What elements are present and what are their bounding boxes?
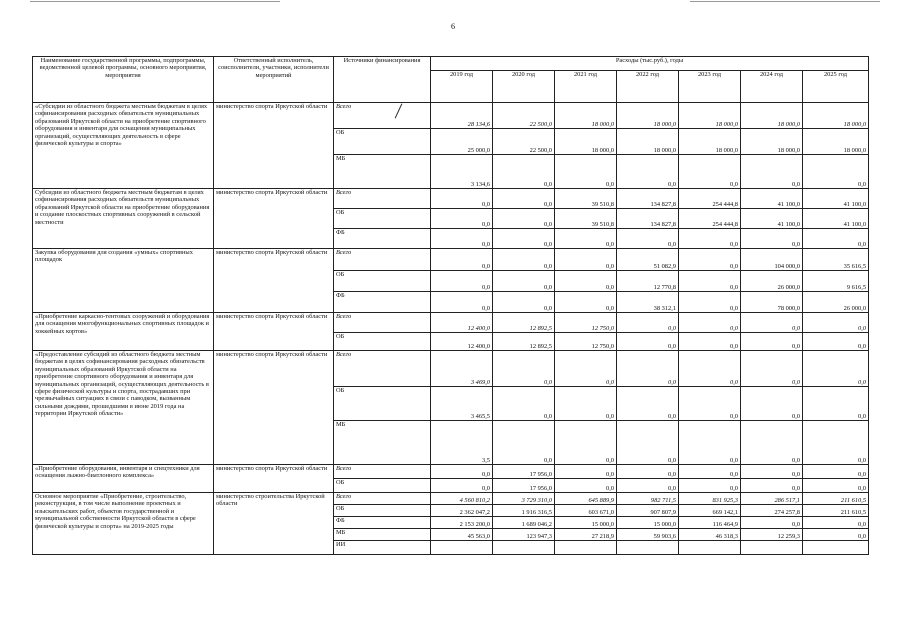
expense-value: 134 827,8 <box>617 209 679 229</box>
expense-value: 0,0 <box>803 387 869 421</box>
table-body <box>33 103 869 555</box>
expense-value: 39 510,8 <box>555 189 617 209</box>
expense-value: 0,0 <box>617 479 679 493</box>
expense-value: 12 892,5 <box>493 333 555 351</box>
funding-source: МБ <box>334 155 431 189</box>
expense-value: 254 444,8 <box>679 189 741 209</box>
expense-value: 907 807,9 <box>617 505 679 517</box>
expense-value: 0,0 <box>555 292 617 313</box>
expense-value: 0,0 <box>803 421 869 465</box>
expense-value: 0,0 <box>741 387 803 421</box>
measure-name: «Приобретение каркасно-тентовых сооружений и оборудования для оснащения многофункциональных спортивных площадок и хоккейных кортов» <box>33 313 214 351</box>
expense-value: 0,0 <box>741 351 803 387</box>
expense-value: 0,0 <box>493 209 555 229</box>
expense-value: 0,0 <box>493 387 555 421</box>
expense-value: 0,0 <box>431 209 493 229</box>
expense-value: 0,0 <box>431 271 493 292</box>
expense-value: 982 711,5 <box>617 493 679 505</box>
header-year: 2023 год <box>679 71 741 103</box>
expense-value <box>679 541 741 555</box>
expense-value: 0,0 <box>679 155 741 189</box>
expense-value: 4 560 810,2 <box>431 493 493 505</box>
funding-source: Всего <box>334 465 431 479</box>
expense-value: 0,0 <box>493 155 555 189</box>
expense-value: 18 000,0 <box>803 129 869 155</box>
expense-value: 0,0 <box>431 465 493 479</box>
expense-value: 0,0 <box>555 229 617 249</box>
expense-value: 0,0 <box>741 333 803 351</box>
expense-value: 38 312,1 <box>617 292 679 313</box>
funding-source: ФБ <box>334 292 431 313</box>
expense-value: 0,0 <box>617 421 679 465</box>
expense-value: 274 257,8 <box>741 505 803 517</box>
expense-value: 0,0 <box>555 351 617 387</box>
expense-value: 17 956,0 <box>493 479 555 493</box>
expense-value: 35 616,5 <box>803 249 869 271</box>
expense-value: 0,0 <box>741 479 803 493</box>
header-expenses: Расходы (тыс.руб.), годы <box>431 57 869 71</box>
responsible-executor: министерство спорта Иркутской области <box>214 249 334 313</box>
funding-source: Всего <box>334 249 431 271</box>
expense-value: 0,0 <box>555 465 617 479</box>
expense-value: 41 100,0 <box>803 209 869 229</box>
expense-value: 3 469,0 <box>431 351 493 387</box>
expense-value: 0,0 <box>803 529 869 541</box>
measure-name: Закупка оборудования для создания «умных» спортивных площадок <box>33 249 214 313</box>
expense-value: 22 500,0 <box>493 103 555 129</box>
expense-value <box>493 541 555 555</box>
funding-source: ОБ <box>334 505 431 517</box>
expense-value: 0,0 <box>803 479 869 493</box>
expense-value: 0,0 <box>803 313 869 333</box>
expense-value: 0,0 <box>617 333 679 351</box>
expense-value: 0,0 <box>741 229 803 249</box>
expense-value: 0,0 <box>679 292 741 313</box>
expense-value: 0,0 <box>555 271 617 292</box>
expense-value: 15 000,0 <box>555 517 617 529</box>
header-sources: Источники финансирования <box>334 57 431 103</box>
expense-value: 26 000,0 <box>741 271 803 292</box>
expense-value: 0,0 <box>431 229 493 249</box>
expense-value: 831 925,3 <box>679 493 741 505</box>
expense-value: 12 259,3 <box>741 529 803 541</box>
expense-value: 25 000,0 <box>431 129 493 155</box>
responsible-executor: министерство спорта Иркутской области <box>214 189 334 249</box>
expense-value: 211 610,5 <box>803 493 869 505</box>
page-number: 6 <box>451 22 455 31</box>
expense-value <box>803 541 869 555</box>
expense-value: 0,0 <box>493 351 555 387</box>
expense-value: 0,0 <box>741 465 803 479</box>
expense-value: 12 400,0 <box>431 313 493 333</box>
expense-value: 254 444,8 <box>679 209 741 229</box>
expense-value: 27 218,9 <box>555 529 617 541</box>
expense-value: 78 000,0 <box>741 292 803 313</box>
funding-source: ОБ <box>334 129 431 155</box>
table-row <box>33 351 869 387</box>
header-year: 2025 год <box>803 71 869 103</box>
expense-value: 0,0 <box>555 249 617 271</box>
expense-value: 59 903,6 <box>617 529 679 541</box>
expense-value: 18 000,0 <box>679 103 741 129</box>
expense-value: 2 362 047,2 <box>431 505 493 517</box>
measure-name: «Субсидии из областного бюджета местным бюджетам в целях софинансирования расходных обязательств муниципальных образований Иркутской области на приобретение спортивного оборудования и инвентаря для оснащения муниципальных организаций, осуществляющих деятельность в сфере физической культуры и спорта» <box>33 103 214 189</box>
header-year: 2020 год <box>493 71 555 103</box>
responsible-executor: министерство спорта Иркутской области <box>214 465 334 493</box>
expense-value: 0,0 <box>741 421 803 465</box>
responsible-executor: министерство спорта Иркутской области <box>214 351 334 465</box>
expense-value: 18 000,0 <box>555 129 617 155</box>
table-row <box>33 465 869 479</box>
funding-source: Всего <box>334 189 431 209</box>
measure-name: «Приобретение оборудования, инвентаря и спецтехники для оснащения лыжно-биатлонного комплекса» <box>33 465 214 493</box>
expense-value: 0,0 <box>555 387 617 421</box>
expense-value: 15 000,0 <box>617 517 679 529</box>
funding-source: ОБ <box>334 209 431 229</box>
expense-value: 41 100,0 <box>741 209 803 229</box>
expense-value: 116 464,9 <box>679 517 741 529</box>
expense-value: 0,0 <box>617 351 679 387</box>
expense-value: 0,0 <box>617 313 679 333</box>
measure-name: Субсидии из областного бюджета местным бюджетам в целях софинансирования расходных обязательств муниципальных образований Иркутской области на приобретение оборудования и создание плоскостных спортивных сооружений в сельской местности <box>33 189 214 249</box>
expense-value: 0,0 <box>555 421 617 465</box>
expense-value: 0,0 <box>803 465 869 479</box>
funding-source: Всего <box>334 103 431 129</box>
expense-value: 3,5 <box>431 421 493 465</box>
budget-table <box>32 56 869 555</box>
funding-source: ОБ <box>334 333 431 351</box>
header-year: 2024 год <box>741 71 803 103</box>
expense-value: 603 671,0 <box>555 505 617 517</box>
expense-value: 0,0 <box>493 271 555 292</box>
expense-value: 211 610,5 <box>803 505 869 517</box>
expense-value: 0,0 <box>431 479 493 493</box>
funding-source: ОБ <box>334 271 431 292</box>
expense-value: 18 000,0 <box>803 103 869 129</box>
expense-value: 669 142,1 <box>679 505 741 517</box>
expense-value: 0,0 <box>679 421 741 465</box>
expense-value: 1 916 316,5 <box>493 505 555 517</box>
expense-value: 18 000,0 <box>617 103 679 129</box>
expense-value: 2 153 200,0 <box>431 517 493 529</box>
expense-value: 9 616,5 <box>803 271 869 292</box>
expense-value: 0,0 <box>679 313 741 333</box>
expense-value: 18 000,0 <box>741 129 803 155</box>
expense-value: 39 510,8 <box>555 209 617 229</box>
table-row <box>33 189 869 209</box>
expense-value: 0,0 <box>679 387 741 421</box>
expense-value: 0,0 <box>431 292 493 313</box>
expense-value: 12 892,5 <box>493 313 555 333</box>
expense-value: 0,0 <box>555 479 617 493</box>
expense-value: 0,0 <box>617 387 679 421</box>
expense-value <box>741 541 803 555</box>
table-row <box>33 103 869 129</box>
expense-value: 18 000,0 <box>555 103 617 129</box>
expense-value: 286 517,1 <box>741 493 803 505</box>
expense-value: 0,0 <box>617 465 679 479</box>
expense-value: 0,0 <box>741 517 803 529</box>
expense-value <box>617 541 679 555</box>
expense-value: 123 947,3 <box>493 529 555 541</box>
expense-value: 134 827,8 <box>617 189 679 209</box>
funding-source: Всего <box>334 493 431 505</box>
expense-value: 41 100,0 <box>803 189 869 209</box>
table-row <box>33 249 869 271</box>
expense-value: 26 000,0 <box>803 292 869 313</box>
expense-value: 18 000,0 <box>679 129 741 155</box>
expense-value: 0,0 <box>493 292 555 313</box>
expense-value: 0,0 <box>493 249 555 271</box>
expense-value: 17 956,0 <box>493 465 555 479</box>
expense-value <box>431 541 493 555</box>
expense-value: 104 000,0 <box>741 249 803 271</box>
expense-value: 0,0 <box>741 313 803 333</box>
top-rule-right <box>690 1 880 2</box>
expense-value: 45 563,0 <box>431 529 493 541</box>
expense-value: 3 134,6 <box>431 155 493 189</box>
expense-value: 645 889,9 <box>555 493 617 505</box>
expense-value: 46 318,3 <box>679 529 741 541</box>
expense-value <box>555 541 617 555</box>
expense-value: 0,0 <box>431 189 493 209</box>
header-year: 2021 год <box>555 71 617 103</box>
funding-source: Всего <box>334 313 431 333</box>
responsible-executor: министерство спорта Иркутской области <box>214 103 334 189</box>
expense-value: 0,0 <box>679 229 741 249</box>
measure-name: «Предоставление субсидий из областного бюджета местным бюджетам в целях софинансирования расходных обязательств муниципальных образований Иркутской области на приобретение спортивного оборудования и инвентаря для муниципальных организаций, осуществляющих деятельность в сфере физической культуры и спорта, пострадавших при чрезвычайных ситуациях в связи с паводком, вызванным сильными дождями, прошедшими в июне 2019 года на территории Иркутской области» <box>33 351 214 465</box>
responsible-executor: министерство строительства Иркутской области <box>214 493 334 555</box>
expense-value: 12 750,0 <box>555 313 617 333</box>
expense-value: 3 465,5 <box>431 387 493 421</box>
expense-value: 0,0 <box>803 229 869 249</box>
funding-source: МБ <box>334 529 431 541</box>
header-name: Наименование государственной программы, подпрограммы, ведомственной целевой программы, основного мероприятия, мероприятия <box>33 57 214 103</box>
funding-source: Всего <box>334 351 431 387</box>
expense-value: 12 750,0 <box>555 333 617 351</box>
funding-source: МБ <box>334 421 431 465</box>
funding-source: ФБ <box>334 517 431 529</box>
expense-value: 0,0 <box>679 333 741 351</box>
expense-value: 0,0 <box>617 155 679 189</box>
expense-value: 1 689 046,2 <box>493 517 555 529</box>
expense-value: 41 100,0 <box>741 189 803 209</box>
table-row <box>33 493 869 505</box>
responsible-executor: министерство спорта Иркутской области <box>214 313 334 351</box>
expense-value: 0,0 <box>803 155 869 189</box>
expense-value: 3 729 310,0 <box>493 493 555 505</box>
expense-value: 0,0 <box>679 479 741 493</box>
expense-value: 18 000,0 <box>617 129 679 155</box>
funding-source: ОБ <box>334 387 431 421</box>
expense-value: 0,0 <box>803 351 869 387</box>
expense-value: 0,0 <box>679 271 741 292</box>
funding-source: ФБ <box>334 229 431 249</box>
expense-value: 0,0 <box>431 249 493 271</box>
expense-value: 0,0 <box>679 465 741 479</box>
expense-value: 0,0 <box>679 249 741 271</box>
expense-value: 22 500,0 <box>493 129 555 155</box>
expense-value: 0,0 <box>555 155 617 189</box>
header-year: 2022 год <box>617 71 679 103</box>
expense-value: 12 400,0 <box>431 333 493 351</box>
expense-value: 0,0 <box>803 333 869 351</box>
expense-value: 0,0 <box>741 155 803 189</box>
expense-value: 0,0 <box>803 517 869 529</box>
table-row <box>33 313 869 333</box>
expense-value: 12 770,8 <box>617 271 679 292</box>
top-rule-left <box>30 1 280 2</box>
expense-value: 18 000,0 <box>741 103 803 129</box>
funding-source: ОБ <box>334 479 431 493</box>
expense-value: 0,0 <box>493 421 555 465</box>
header-responsible: Ответственный исполнитель, соисполнители, участники, исполнители мероприятий <box>214 57 334 103</box>
expense-value: 0,0 <box>493 189 555 209</box>
measure-name: Основное мероприятие «Приобретение, строительство, реконструкция, в том числе выполнение проектных и изыскательских работ, объектов государственной и муниципальной собственности Иркутской области в сфере физической культуры и спорта» на 2019-2025 годы <box>33 493 214 555</box>
expense-value: 0,0 <box>493 229 555 249</box>
funding-source: ИИ <box>334 541 431 555</box>
expense-value: 28 134,6 <box>431 103 493 129</box>
expense-value: 0,0 <box>617 229 679 249</box>
expense-value: 51 082,9 <box>617 249 679 271</box>
expense-value: 0,0 <box>679 351 741 387</box>
header-year: 2019 год <box>431 71 493 103</box>
